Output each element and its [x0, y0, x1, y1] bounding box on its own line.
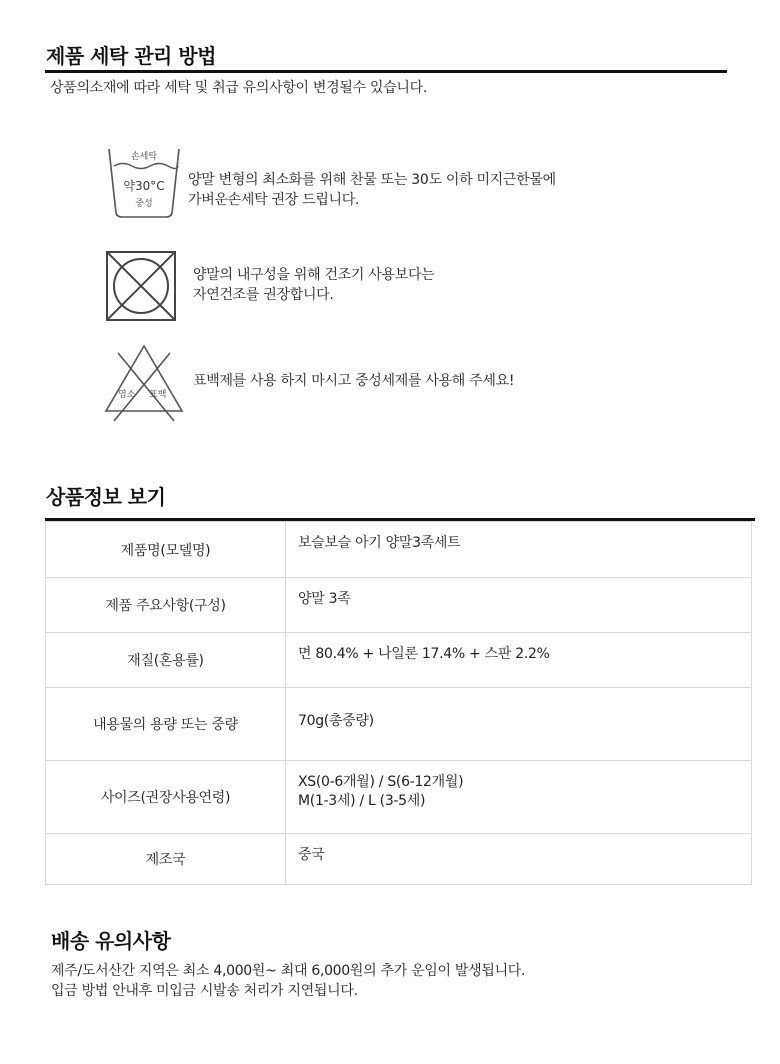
table-row — [46, 688, 752, 761]
shipping-note-line: 제주/도서산간 지역은 최소 4,000원~ 최대 6,000원의 추가 운임이 발생됩니다. — [51, 963, 526, 979]
hand-wash-label: 손세탁 — [130, 152, 158, 162]
info-value — [286, 578, 752, 633]
care-item-bleach-text — [193, 371, 514, 391]
care-text-line: 표백제를 사용 하지 마시고 중성세제를 사용해 주세요! — [193, 373, 515, 389]
care-item-dry-text — [193, 265, 434, 305]
shipping-section-title: 배송 유의사항 — [51, 929, 171, 953]
care-text-line: 양말 변형의 최소화를 위해 찬물 또는 30도 이하 미지근한물에 — [188, 172, 556, 188]
care-text-line: 가벼운손세탁 권장 드립니다. — [188, 192, 360, 208]
care-section-title: 제품 세탁 관리 방법 — [46, 44, 216, 68]
info-value — [286, 761, 752, 834]
info-value-line: XS(0-6개월) / S(6-12개월) — [298, 774, 464, 790]
care-text-line: 자연건조를 권장합니다. — [193, 287, 334, 303]
no-tumble-dry-icon — [105, 250, 177, 322]
table-row — [46, 522, 752, 578]
info-label: 제품 주요사항(구성) — [46, 578, 286, 633]
bleach-label: 표백 — [149, 390, 167, 400]
info-value-line: 중국 — [298, 847, 325, 863]
info-value — [286, 633, 752, 688]
info-label: 제품명(모델명) — [46, 522, 286, 578]
info-value-line: 면 80.4% + 나일론 17.4% + 스판 2.2% — [298, 646, 550, 662]
no-bleach-icon — [104, 343, 184, 423]
info-value-line: M(1-3세) / L (3-5세) — [298, 793, 426, 809]
info-value — [286, 522, 752, 578]
care-title-rule — [45, 70, 727, 73]
info-label: 내용물의 용량 또는 중량 — [46, 688, 286, 761]
info-value-line: 70g(총중량) — [298, 713, 374, 729]
shipping-note-line: 입금 방법 안내후 미입금 시발송 처리가 지연됩니다. — [51, 983, 358, 999]
product-info-table — [45, 521, 752, 885]
care-text-line: 양말의 내구성을 위해 건조기 사용보다는 — [193, 267, 435, 283]
table-row — [46, 578, 752, 633]
info-value — [286, 834, 752, 885]
info-value-line: 보슬보슬 아기 양말3족세트 — [298, 535, 461, 551]
hand-wash-detergent: 중성 — [135, 199, 153, 209]
table-row — [46, 834, 752, 885]
info-value — [286, 688, 752, 761]
info-label: 재질(혼용률) — [46, 633, 286, 688]
info-label: 사이즈(권장사용연령) — [46, 761, 286, 834]
table-row — [46, 761, 752, 834]
hand-wash-icon — [106, 145, 182, 220]
care-note: 상품의소재에 따라 세탁 및 취급 유의사항이 변경될수 있습니다. — [50, 80, 428, 96]
hand-wash-temp: 약30°C — [123, 179, 165, 193]
bleach-chlorine-label: 염소 — [118, 390, 136, 400]
care-item-hand-wash-text — [188, 170, 556, 210]
info-value-line: 양말 3족 — [298, 591, 351, 607]
shipping-notes — [51, 961, 525, 1001]
info-label: 제조국 — [46, 834, 286, 885]
info-section-title: 상품정보 보기 — [46, 485, 166, 509]
table-row — [46, 633, 752, 688]
